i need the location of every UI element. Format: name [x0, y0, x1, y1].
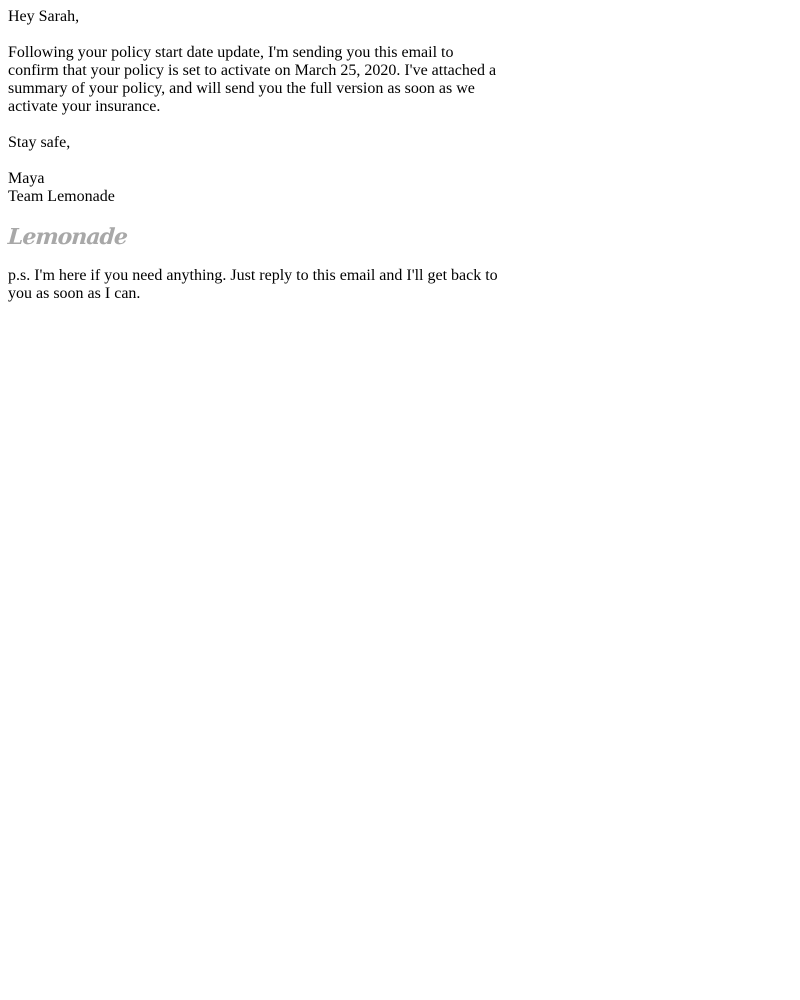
email-body — [0, 0, 513, 329]
lemonade-logo: Lemonade — [7, 224, 128, 250]
postscript: p.s. I'm here if you need anything. Just reply to this email and I'll get back to you as soon as I can. — [8, 267, 498, 302]
signoff: Stay safe, — [8, 134, 71, 151]
body-paragraph: Following your policy start date update, I'm sending you this email to confirm that your policy is set to activate on March 25, 2020. I've attached a summary of your policy, and will send you the full version as soon as we activate your insurance. — [8, 44, 497, 115]
signature-block — [8, 170, 505, 206]
logo-block — [8, 224, 505, 249]
sender-team: Team Lemonade — [8, 188, 115, 205]
sender-name: Maya — [8, 170, 45, 187]
greeting: Hey Sarah, — [8, 8, 80, 25]
